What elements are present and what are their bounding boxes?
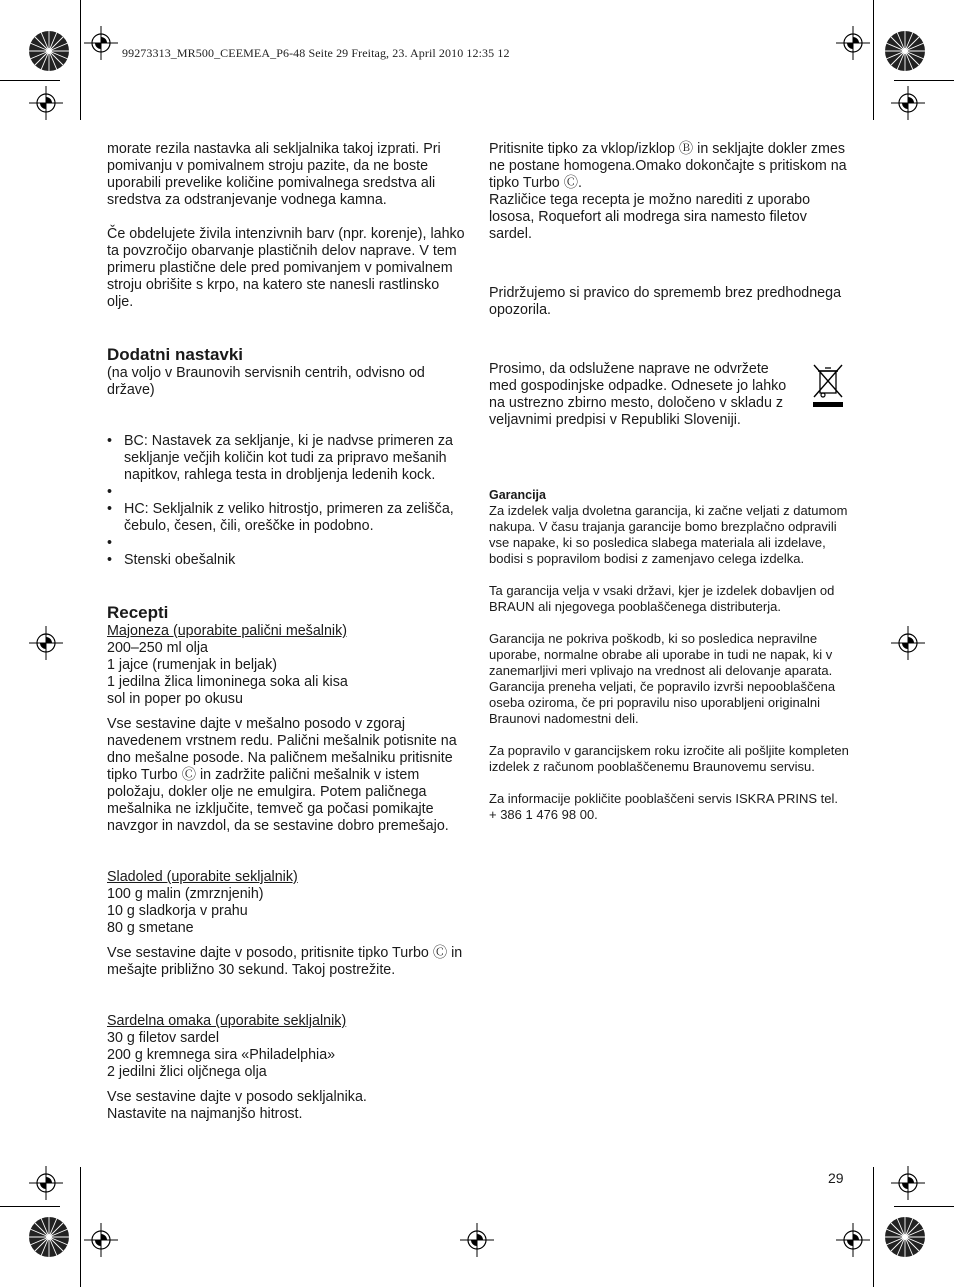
ingredient: 200 g kremnega sira «Philadelphia» xyxy=(107,1047,336,1063)
registration-mark-icon xyxy=(836,26,870,60)
warranty-paragraph: Za popravilo v garancijskem roku izročite ali pošljite kompleten izdelek z računom pooblaščenemu Braunovemu servisu. xyxy=(489,743,849,774)
ingredient: sol in poper po okusu xyxy=(107,691,243,707)
disposal-notice xyxy=(489,361,849,429)
sardine-continuation: Pritisnite tipko za vklop/izklop Ⓑ in sekljajte dokler zmes ne postane homogena.Omako dokončajte s pritiskom na tipko Turbo Ⓒ. xyxy=(489,141,847,191)
recipe-text-sardine-1: Vse sestavine dajte v posodo sekljalnika. xyxy=(107,1089,367,1105)
registration-mark-icon xyxy=(29,86,63,120)
registration-mark-icon xyxy=(84,26,118,60)
list-item: • Stenski obešalnik xyxy=(107,552,467,569)
right-column xyxy=(489,141,849,823)
warranty-paragraph: Garancija ne pokriva poškodb, ki so posledica nepravilne uporabe, normalne obrabe ali uporabe in tudi ne napak, ki v zanemarljivi meri vplivajo na vrednost ali delovanje aparata. Garancija preneha veljati, če popravilo izvrši nepooblaščena oseba oziroma, če pri popravilu niso uporabljeni originalni Braunovi nadomestni deli. xyxy=(489,631,836,726)
warranty-paragraph: Za izdelek valja dvoletna garancija, ki začne veljati z datumom nakupa. V času trajanja garancije bomo brezplačno odpravili vse napake, ki so posledica slabega materiala ali izdelave, bodisi s popravilom bodisi z zamenjavo celega izdelka. xyxy=(489,503,848,566)
recipes-title: Recepti xyxy=(107,603,169,622)
registration-mark-icon xyxy=(29,1166,63,1200)
ingredient: 30 g filetov sardel xyxy=(107,1030,220,1046)
ingredient: 10 g sladkorja v prahu xyxy=(107,903,248,919)
registration-mark-icon xyxy=(891,626,925,660)
list-item: • BC: Nastavek za sekljanje, ki je nadvse primeren za sekljanje večjih količin kot tudi za pripravo mešanih napitkov, rahlega testa in drobljenja ledenih kock. xyxy=(107,433,467,484)
registration-mark-icon xyxy=(891,86,925,120)
recipe-title-icecream: Sladoled (uporabite sekljalnik) xyxy=(107,869,298,885)
disposal-text: Prosimo, da odslužene naprave ne odvržete med gospodinjske odpadke. Odnesete jo lahko na ustrezno zbirno mesto, določeno v skladu z veljavnimi predpisi v Republiki Sloveniji. xyxy=(489,361,787,428)
ingredient: 100 g malin (zmrznjenih) xyxy=(107,886,264,902)
ingredient: 1 jedilna žlica limoninega soka ali kisa xyxy=(107,674,348,690)
ingredient: 200–250 ml olja xyxy=(107,640,208,656)
registration-mark-icon xyxy=(29,626,63,660)
recipe-text-icecream: Vse sestavine dajte v posodo, pritisnite tipko Turbo Ⓒ in mešajte približno 30 sekund. Takoj postrežite. xyxy=(107,945,463,978)
print-header: 99273313_MR500_CEEMEA_P6-48 Seite 29 Freitag, 23. April 2010 12:35 12 xyxy=(122,46,510,60)
starburst-color-target-icon xyxy=(28,30,70,72)
warranty-contact: Za informacije pokličite pooblaščeni servis ISKRA PRINS tel. + 386 1 476 98 00. xyxy=(489,791,838,822)
coloring-paragraph: Če obdelujete živila intenzivnih barv (npr. korenje), lahko ta povzročijo obarvanje plastičnih delov naprave. V tem primeru plastične dele pred pomivanjem v pomivalnem stroju obrišite s krpo, na katero ste nanesli rastlinsko olje. xyxy=(107,226,465,310)
registration-mark-icon xyxy=(836,1223,870,1257)
changes-notice: Pridržujemo si pravico do sprememb brez predhodnega opozorila. xyxy=(489,285,842,318)
starburst-color-target-icon xyxy=(884,1216,926,1258)
registration-mark-icon xyxy=(460,1223,494,1257)
warranty-paragraph: Ta garancija velja v vsaki državi, kjer je izdelek dobavljen od BRAUN ali njegovega pooblaščenega distributerja. xyxy=(489,583,835,614)
cleaning-paragraph: morate rezila nastavka ali sekljalnika takoj izprati. Pri pomivanju v pomivalnem stroju pazite, da ne boste uporabili prevelike količine pomivalnega sredstva ali sredstva za odstranjevanje vodnega kamna. xyxy=(107,141,441,208)
list-item: • HC: Sekljalnik z veliko hitrostjo, primeren za zelišča, čebulo, česen, čili, oreščke in podobno. xyxy=(107,501,467,535)
ingredient: 1 jajce (rumenjak in beljak) xyxy=(107,657,278,673)
ingredient: 2 jedilni žlici oljčnega olja xyxy=(107,1064,267,1080)
starburst-color-target-icon xyxy=(28,1216,70,1258)
recipe-title-mayonnaise: Majoneza (uporabite palični mešalnik) xyxy=(107,623,347,639)
page-number: 29 xyxy=(828,1170,844,1186)
accessories-list xyxy=(107,433,467,569)
recipe-title-sardine: Sardelna omaka (uporabite sekljalnik) xyxy=(107,1013,347,1029)
recipe-text-mayonnaise: Vse sestavine dajte v mešalno posodo v zgoraj navedenem vrstnem redu. Palični mešalnik potisnite na dno mešalne posode. Na paličnem mešalniku pritisnite tipko Turbo Ⓒ in zadržite palični mešalnik v istem položaju, dokler olje ne emulgira. Potem paličnega mešalnika ne izključite, temveč ga počasi pomikajte navzgor in navzdol, da se sestavine dobro premešajo. xyxy=(107,716,457,834)
variations-paragraph: Različice tega recepta je možno narediti z uporabo lososa, Roquefort ali modrega sira namesto filetov sardel. xyxy=(489,192,811,242)
left-column xyxy=(107,141,467,1123)
crossed-out-wheelie-bin-icon xyxy=(811,363,845,409)
registration-mark-icon xyxy=(891,1166,925,1200)
recipe-text-sardine-2: Nastavite na najmanjšo hitrost. xyxy=(107,1106,303,1122)
starburst-color-target-icon xyxy=(884,30,926,72)
registration-mark-icon xyxy=(84,1223,118,1257)
accessories-note: (na voljo v Braunovih servisnih centrih, odvisno od države) xyxy=(107,365,425,398)
accessories-title: Dodatni nastavki xyxy=(107,345,244,364)
warranty-title: Garancija xyxy=(489,488,546,502)
ingredient: 80 g smetane xyxy=(107,920,194,936)
